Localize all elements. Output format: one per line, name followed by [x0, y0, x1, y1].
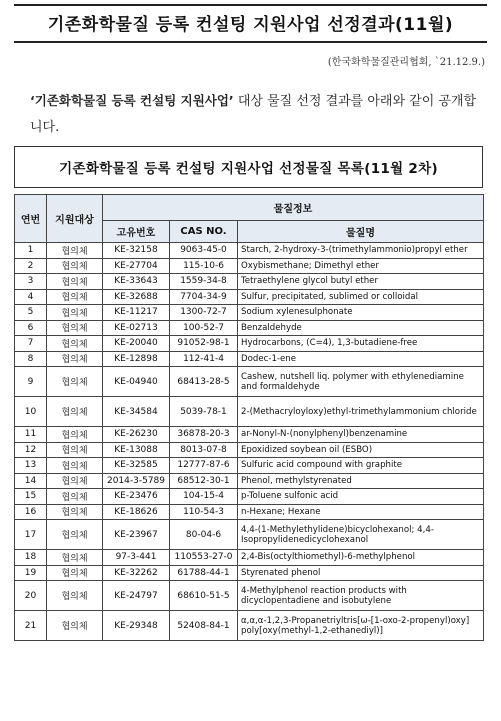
- table-row: [15, 305, 484, 321]
- row-id: KE-24797: [103, 581, 170, 611]
- row-name: 2-(Methacryloyloxy)ethyl-trimethylammonium chloride: [238, 397, 484, 427]
- row-name: 4,4-(1-Methylethylidene)bicyclohexanol; 4,4-Isopropylidenedicyclohexanol: [238, 520, 484, 550]
- table-row: [15, 320, 484, 336]
- row-cas: 100-52-7: [170, 320, 238, 336]
- row-id: KE-20040: [103, 336, 170, 352]
- intro-text: [30, 88, 480, 141]
- row-target: 협의체: [47, 565, 103, 581]
- row-number: 10: [15, 397, 47, 427]
- row-cas: 12777-87-6: [170, 458, 238, 474]
- row-number: 20: [15, 581, 47, 611]
- row-target: 협의체: [47, 504, 103, 520]
- row-target: 협의체: [47, 305, 103, 321]
- row-cas: 110553-27-0: [170, 550, 238, 566]
- row-name: 2,4-Bis(octylthiomethyl)-6-methylphenol: [238, 550, 484, 566]
- header-substance-info: 물질정보: [103, 195, 484, 221]
- table-title: 기존화학물질 등록 컨설팅 지원사업 선정물질 목록(11월 2차): [14, 146, 483, 188]
- row-name: Oxybismethane; Dimethyl ether: [238, 258, 484, 274]
- row-id: KE-23476: [103, 489, 170, 505]
- row-id: KE-33643: [103, 274, 170, 290]
- table-row: [15, 473, 484, 489]
- row-id: KE-13088: [103, 442, 170, 458]
- table-row: [15, 258, 484, 274]
- intro-rest: 대상 물질 선정 결과를 아래와 같이 공개합니다.: [30, 94, 477, 135]
- table-row: [15, 427, 484, 443]
- row-number: 2: [15, 258, 47, 274]
- row-target: 협의체: [47, 427, 103, 443]
- table-row: [15, 458, 484, 474]
- row-cas: 61788-44-1: [170, 565, 238, 581]
- intro-highlight: ‘기존화학물질 등록 컨설팅 지원사업’: [30, 93, 234, 108]
- row-number: 14: [15, 473, 47, 489]
- row-name: Styrenated phenol: [238, 565, 484, 581]
- table-row: [15, 243, 484, 259]
- row-target: 협의체: [47, 611, 103, 641]
- row-name: Hydrocarbons, (C=4), 1,3-butadiene-free: [238, 336, 484, 352]
- row-target: 협의체: [47, 520, 103, 550]
- table-row: [15, 565, 484, 581]
- row-id: KE-11217: [103, 305, 170, 321]
- table-row: [15, 520, 484, 550]
- row-id: KE-18626: [103, 504, 170, 520]
- header-no: 연번: [15, 195, 47, 243]
- row-name: Cashew, nutshell liq. polymer with ethylenediamine and formaldehyde: [238, 367, 484, 397]
- row-cas: 1300-72-7: [170, 305, 238, 321]
- row-cas: 68413-28-5: [170, 367, 238, 397]
- table-row: [15, 581, 484, 611]
- row-id: KE-32585: [103, 458, 170, 474]
- row-target: 협의체: [47, 458, 103, 474]
- table-row: [15, 289, 484, 305]
- header-name: 물질명: [238, 221, 484, 243]
- row-target: 협의체: [47, 243, 103, 259]
- table-row: [15, 550, 484, 566]
- row-number: 16: [15, 504, 47, 520]
- row-number: 3: [15, 274, 47, 290]
- row-number: 12: [15, 442, 47, 458]
- row-target: 협의체: [47, 274, 103, 290]
- row-number: 21: [15, 611, 47, 641]
- row-id: KE-26230: [103, 427, 170, 443]
- row-number: 11: [15, 427, 47, 443]
- row-cas: 68512-30-1: [170, 473, 238, 489]
- row-cas: 36878-20-3: [170, 427, 238, 443]
- row-number: 9: [15, 367, 47, 397]
- table-row: [15, 442, 484, 458]
- row-number: 5: [15, 305, 47, 321]
- table-row: [15, 489, 484, 505]
- row-cas: 68610-51-5: [170, 581, 238, 611]
- row-name: Sulfur, precipitated, sublimed or colloidal: [238, 289, 484, 305]
- source-note: (한국화학물질관리협회, `21.12.9.): [327, 57, 485, 68]
- row-target: 협의체: [47, 473, 103, 489]
- row-cas: 7704-34-9: [170, 289, 238, 305]
- table-body: [15, 243, 484, 641]
- row-name: n-Hexane; Hexane: [238, 504, 484, 520]
- row-id: KE-32262: [103, 565, 170, 581]
- table-row: [15, 397, 484, 427]
- row-number: 18: [15, 550, 47, 566]
- row-name: α,α,α-1,2,3-Propanetriyltris[ω-[1-oxo-2-propenyl)oxy] poly[oxy(methyl-1,2-ethanediyl)]: [238, 611, 484, 641]
- table-row: [15, 367, 484, 397]
- row-cas: 104-15-4: [170, 489, 238, 505]
- row-name: p-Toluene sulfonic acid: [238, 489, 484, 505]
- row-number: 6: [15, 320, 47, 336]
- row-target: 협의체: [47, 320, 103, 336]
- row-id: KE-27704: [103, 258, 170, 274]
- row-cas: 1559-34-8: [170, 274, 238, 290]
- row-id: KE-12898: [103, 351, 170, 367]
- row-target: 협의체: [47, 581, 103, 611]
- row-id: 2014-3-5789: [103, 473, 170, 489]
- row-name: Epoxidized soybean oil (ESBO): [238, 442, 484, 458]
- row-cas: 91052-98-1: [170, 336, 238, 352]
- row-id: KE-04940: [103, 367, 170, 397]
- row-cas: 110-54-3: [170, 504, 238, 520]
- row-name: Phenol, methylstyrenated: [238, 473, 484, 489]
- header-cas: CAS NO.: [170, 221, 238, 243]
- row-target: 협의체: [47, 550, 103, 566]
- row-number: 8: [15, 351, 47, 367]
- title-bottom-rule: [14, 41, 487, 43]
- row-target: 협의체: [47, 336, 103, 352]
- row-number: 4: [15, 289, 47, 305]
- header-id: 고유번호: [103, 221, 170, 243]
- header-target: 지원대상: [47, 195, 103, 243]
- row-target: 협의체: [47, 397, 103, 427]
- row-number: 1: [15, 243, 47, 259]
- row-id: KE-32688: [103, 289, 170, 305]
- row-cas: 5039-78-1: [170, 397, 238, 427]
- row-name: Starch, 2-hydroxy-3-(trimethylammonio)propyl ether: [238, 243, 484, 259]
- table-header-row-1: [15, 195, 484, 221]
- row-id: KE-34584: [103, 397, 170, 427]
- substance-table: [14, 194, 484, 641]
- row-cas: 8013-07-8: [170, 442, 238, 458]
- row-target: 협의체: [47, 258, 103, 274]
- table-row: [15, 504, 484, 520]
- row-number: 19: [15, 565, 47, 581]
- row-target: 협의체: [47, 489, 103, 505]
- row-id: KE-29348: [103, 611, 170, 641]
- row-id: KE-32158: [103, 243, 170, 259]
- row-cas: 112-41-4: [170, 351, 238, 367]
- row-target: 협의체: [47, 289, 103, 305]
- row-target: 협의체: [47, 442, 103, 458]
- row-cas: 80-04-6: [170, 520, 238, 550]
- row-number: 7: [15, 336, 47, 352]
- row-id: 97-3-441: [103, 550, 170, 566]
- row-cas: 9063-45-0: [170, 243, 238, 259]
- row-number: 17: [15, 520, 47, 550]
- row-target: 협의체: [47, 351, 103, 367]
- row-id: KE-02713: [103, 320, 170, 336]
- row-cas: 115-10-6: [170, 258, 238, 274]
- row-name: Dodec-1-ene: [238, 351, 484, 367]
- table-row: [15, 336, 484, 352]
- row-number: 15: [15, 489, 47, 505]
- row-id: KE-23967: [103, 520, 170, 550]
- table-row: [15, 611, 484, 641]
- table-row: [15, 351, 484, 367]
- row-name: Benzaldehyde: [238, 320, 484, 336]
- row-name: 4-Methylphenol reaction products with dicyclopentadiene and isobutylene: [238, 581, 484, 611]
- table-row: [15, 274, 484, 290]
- row-name: Sulfuric acid compound with graphite: [238, 458, 484, 474]
- row-name: Tetraethylene glycol butyl ether: [238, 274, 484, 290]
- row-name: Sodium xylenesulphonate: [238, 305, 484, 321]
- row-name: ar-Nonyl-N-(nonylphenyl)benzenamine: [238, 427, 484, 443]
- row-cas: 52408-84-1: [170, 611, 238, 641]
- row-number: 13: [15, 458, 47, 474]
- page-title: 기존화학물질 등록 컨설팅 지원사업 선정결과(11월): [47, 14, 454, 35]
- row-target: 협의체: [47, 367, 103, 397]
